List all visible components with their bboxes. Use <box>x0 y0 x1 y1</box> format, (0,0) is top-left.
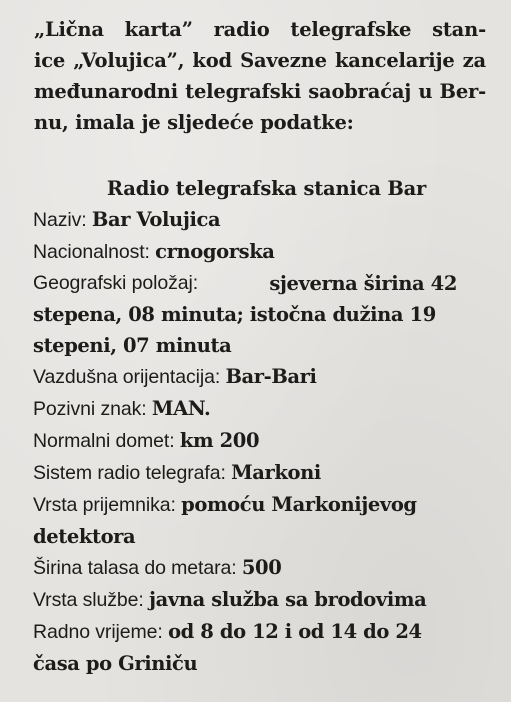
field-value: km 200 <box>179 429 260 452</box>
field-naziv <box>33 204 493 236</box>
field-value: crnogorska <box>155 240 275 263</box>
field-polozaj-continuation: stepeni, 07 minuta <box>33 334 232 357</box>
field-label: Radno vrijeme: <box>33 621 169 643</box>
field-label: Pozivni znak: <box>33 398 152 420</box>
field-sistem <box>33 457 493 489</box>
section-heading: Radio telegrafska stanica Bar <box>106 177 427 200</box>
station-data-list <box>33 204 493 679</box>
field-domet <box>33 425 493 457</box>
field-value: sjeverna širina 42 <box>269 272 457 295</box>
field-label: Geografski položaj: <box>33 272 199 294</box>
field-label: Vrsta službe: <box>33 589 150 611</box>
field-label: Nacionalnost: <box>33 241 156 263</box>
intro-paragraph <box>34 14 486 138</box>
field-vrijeme <box>33 616 493 648</box>
field-label: Normalni domet: <box>33 430 180 452</box>
field-value: Bar-Bari <box>225 365 317 388</box>
field-value: Bar Volujica <box>91 208 221 231</box>
intro-line: međunarodni telegrafski saobraćaj u Ber- <box>34 80 486 103</box>
field-label: Širina talasa do metara: <box>33 557 242 579</box>
field-prijemnik <box>33 489 493 521</box>
field-value: od 8 do 12 i od 14 do 24 <box>168 620 422 643</box>
field-label: Sistem radio telegrafa: <box>33 462 232 484</box>
field-value: javna služba sa brodovima <box>149 588 427 611</box>
field-nacionalnost <box>33 236 493 268</box>
field-polozaj <box>33 268 457 299</box>
field-value: Markoni <box>231 461 321 484</box>
field-label: Vazdušna orijentacija: <box>33 366 226 388</box>
field-orijentacija <box>33 361 493 393</box>
intro-line: „Lična karta” radio telegrafske stan- <box>34 18 486 41</box>
field-talas <box>33 552 493 584</box>
field-label: Vrsta prijemnika: <box>33 494 182 516</box>
field-value: pomoću Markonijevog <box>181 493 417 516</box>
field-value: 500 <box>241 556 282 579</box>
field-prijemnik-continuation: detektora <box>33 525 136 548</box>
intro-line: nu, imala je sljedeće podatke: <box>34 111 354 134</box>
field-znak <box>33 393 493 425</box>
field-vrijeme-continuation: časa po Griniču <box>33 652 198 675</box>
field-sluzba <box>33 584 493 616</box>
field-label: Naziv: <box>33 209 92 231</box>
field-value: MAN. <box>151 397 211 420</box>
field-polozaj-continuation: stepena, 08 minuta; istočna dužina 19 <box>33 303 436 326</box>
intro-line: ice „Volujica”, kod Savezne kancelarije za <box>34 49 486 72</box>
